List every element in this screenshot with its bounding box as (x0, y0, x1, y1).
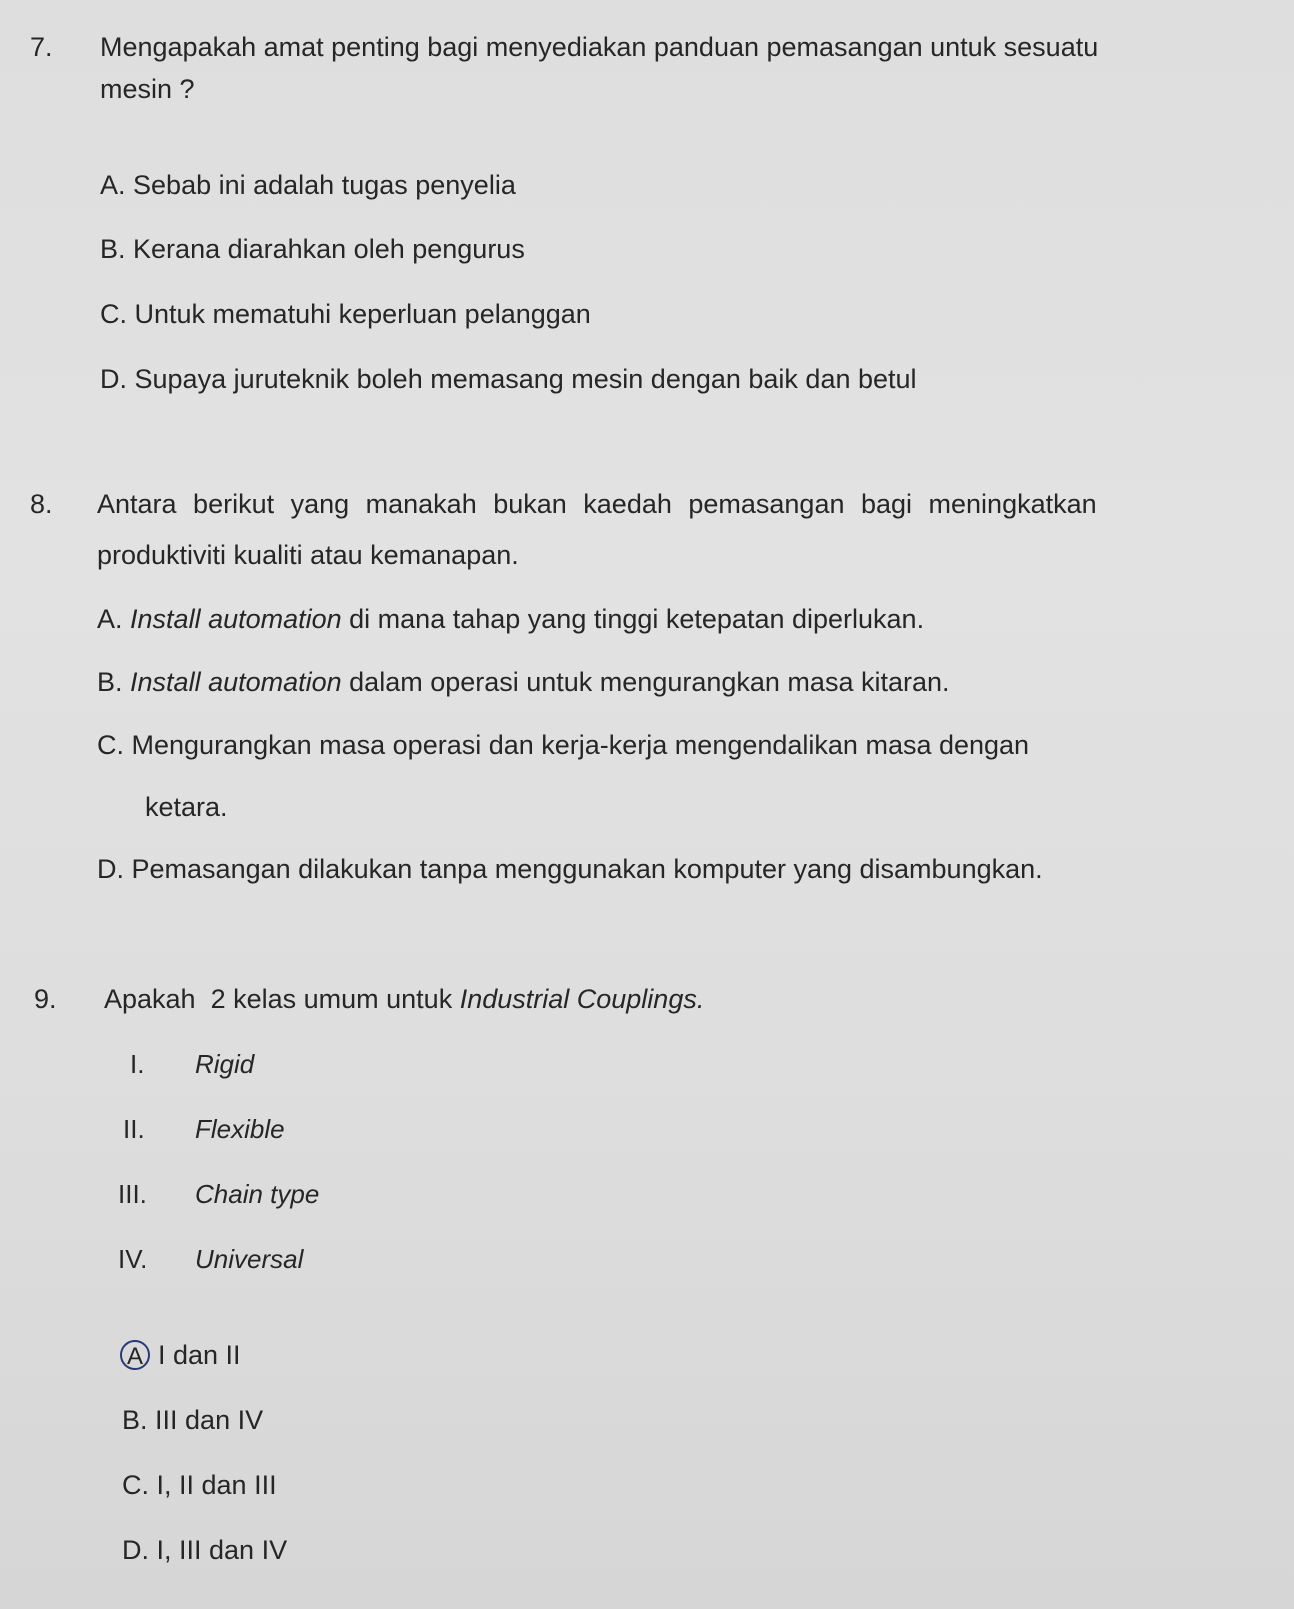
question-number: 7. (30, 32, 53, 62)
question-text-line: Mengapakah amat penting bagi menyediakan panduan pemasangan untuk sesuatu (100, 32, 1099, 62)
option-c: C. Mengurangkan masa operasi dan kerja-kerja mengendalikan masa dengan (97, 730, 1030, 760)
option-d: D. Pemasangan dilakukan tanpa menggunakan komputer yang disambungkan. (97, 854, 1043, 884)
option-b: B. III dan IV (122, 1405, 264, 1435)
list-item: Flexible (195, 1114, 285, 1144)
list-item: Universal (195, 1244, 304, 1274)
option-a: A. Install automation di mana tahap yang tinggi ketepatan diperlukan. (97, 604, 925, 634)
option-c: C. I, II dan III (122, 1470, 277, 1500)
option-d: D. Supaya juruteknik boleh memasang mesin dengan baik dan betul (100, 364, 917, 394)
question-text-line: mesin ? (100, 74, 195, 104)
option-a-selected: A I dan II (120, 1338, 241, 1372)
list-item: Rigid (195, 1049, 255, 1079)
question-number: 9. (34, 984, 57, 1014)
list-item: Chain type (195, 1179, 320, 1209)
question-text-line: Apakah 2 kelas umum untuk Industrial Couplings. (104, 984, 705, 1014)
question-number: 8. (30, 489, 53, 519)
question-text-line: produktiviti kualiti atau kemanapan. (97, 540, 519, 570)
roman-numeral: II. (123, 1114, 145, 1144)
answer-circle-mark: A (120, 1340, 150, 1370)
option-b: B. Install automation dalam operasi untuk mengurangkan masa kitaran. (97, 667, 950, 697)
roman-numeral: III. (118, 1179, 147, 1209)
roman-numeral: IV. (118, 1244, 148, 1274)
question-text-line: Antara berikut yang manakah bukan kaedah pemasangan bagi meningkatkan (97, 489, 1097, 519)
option-a: A. Sebab ini adalah tugas penyelia (100, 170, 516, 200)
roman-numeral: I. (130, 1049, 145, 1079)
option-b: B. Kerana diarahkan oleh pengurus (100, 234, 525, 264)
option-d: D. I, III dan IV (122, 1535, 288, 1565)
option-c: C. Untuk mematuhi keperluan pelanggan (100, 299, 591, 329)
option-c-continued: ketara. (145, 792, 228, 822)
